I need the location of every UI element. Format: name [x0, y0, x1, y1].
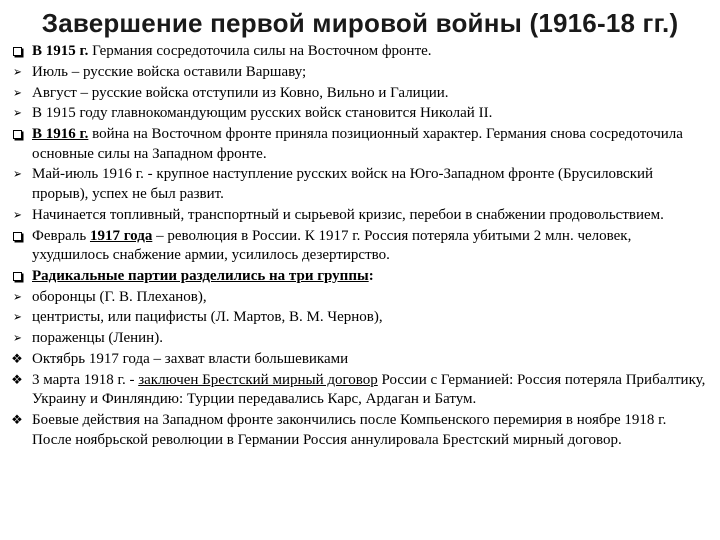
diamond-bullet-icon: ❖ [11, 352, 23, 368]
square-bullet-icon [8, 227, 26, 246]
item-text: : [368, 267, 374, 284]
square-bullet-icon [8, 267, 26, 286]
list-item [8, 227, 708, 266]
list-item [8, 350, 708, 370]
item-text: Октябрь 1917 года – захват власти большевиками [32, 351, 349, 368]
item-text: Февраль [32, 227, 90, 244]
item-text: Германия сосредоточила силы на Восточном фронте. [88, 43, 432, 59]
item-text: Август – русские войска отступили из Ковно, Вильно и Галиции. [32, 84, 449, 101]
item-text: пораженцы (Ленин). [32, 330, 163, 347]
item-text: центристы, или пацифисты (Л. Мартов, В. М. Чернов), [32, 309, 383, 326]
item-text: Радикальные партии разделились на три группы [32, 267, 369, 284]
list-item [8, 371, 708, 410]
list-item [8, 267, 708, 287]
item-text: – революция в России. К 1917 г. Россия потеряла убитыми 2 млн. человек, ухудшилось снабжение армии, усилилось дезертирство. [32, 227, 632, 264]
arrow-bullet-icon: ➢ [12, 167, 22, 183]
square-bullet-icon [8, 125, 26, 144]
item-text: Июль – русские войска оставили Варшаву; [32, 63, 307, 80]
item-text: оборонцы (Г. В. Плеханов), [32, 288, 207, 305]
arrow-bullet-icon: ➢ [12, 85, 22, 101]
arrow-bullet-icon: ➢ [12, 331, 22, 347]
item-text: В 1915 году главнокомандующим русских войск становится Николай II. [32, 105, 493, 122]
item-text: 1917 года [89, 227, 153, 244]
list-item [8, 411, 708, 450]
item-text: война на Восточном фронте приняла позиционный характер. Германия снова сосредоточила основные силы на Западном фронте. [32, 126, 683, 162]
bullet-list [8, 42, 708, 451]
item-text: Боевые действия на Западном фронте закончились после Компьенского перемирия в ноябре 1918 г. После ноябрьской революции в Германии Россия аннулировала Брестский мирный договор. [32, 412, 667, 448]
list-item [8, 288, 708, 308]
arrow-bullet-icon: ➢ [12, 64, 22, 80]
item-text: 3 марта 1918 г. - [32, 371, 139, 388]
item-text: России с Германией: Россия потеряла Прибалтику, Украину и Финляндию: Турции передавались Карс, Ардаган и Батум. [32, 371, 706, 408]
item-text: В 1916 г. [32, 126, 89, 143]
list-item [8, 104, 708, 124]
list-item [8, 63, 708, 83]
list-item [8, 125, 708, 164]
item-text: заключен Брестский мирный договор [138, 371, 378, 388]
item-text: Май-июль 1916 г. - крупное наступление русских войск на Юго-Западном фронте (Брусиловский прорыв), успех не был развит. [32, 166, 654, 202]
diamond-bullet-icon: ❖ [11, 413, 23, 429]
arrow-bullet-icon: ➢ [12, 106, 22, 122]
arrow-bullet-icon: ➢ [12, 289, 22, 305]
list-item [8, 42, 708, 62]
arrow-bullet-icon: ➢ [12, 207, 22, 223]
list-item [8, 329, 708, 349]
list-item [8, 308, 708, 328]
list-item [8, 206, 708, 226]
square-bullet-icon [8, 42, 26, 61]
diamond-bullet-icon: ❖ [11, 372, 23, 388]
item-text: Начинается топливный, транспортный и сырьевой кризис, перебои в снабжении продовольствием. [32, 206, 664, 223]
slide-title: Завершение первой мировой войны (1916-18 гг.) [41, 8, 679, 38]
list-item [8, 165, 708, 204]
arrow-bullet-icon: ➢ [12, 310, 22, 326]
item-text: В 1915 г. [32, 43, 89, 59]
list-item [8, 84, 708, 104]
